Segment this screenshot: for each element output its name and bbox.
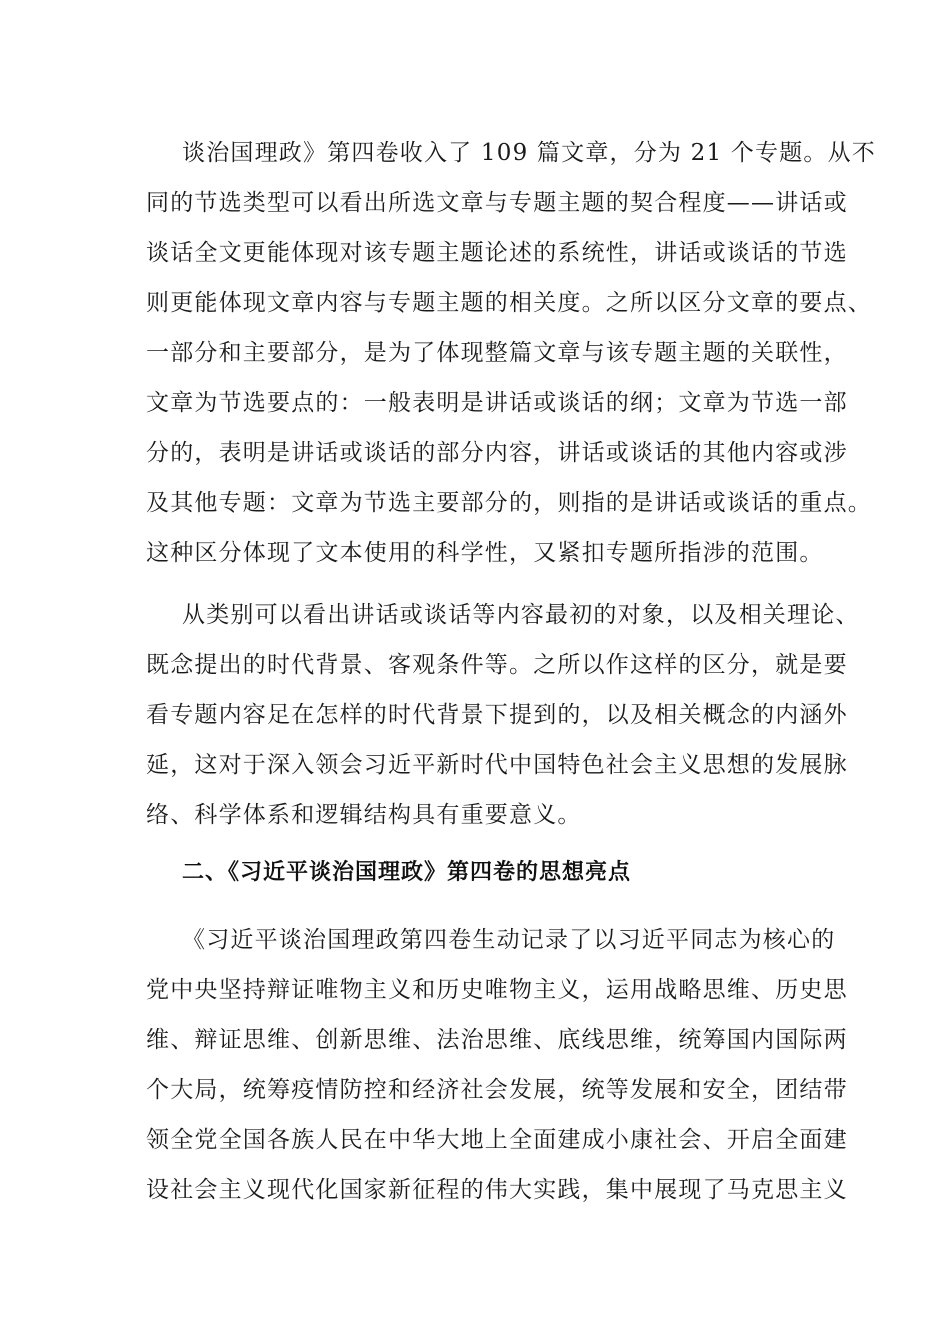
paragraph-line: 分的，表明是讲话或谈话的部分内容，讲话或谈话的其他内容或涉	[146, 440, 848, 466]
paragraph-line: 这种区分体现了文本使用的科学性，又紧扣专题所指涉的范围。	[146, 540, 824, 566]
paragraph-line: 领全党全国各族人民在中华大地上全面建成小康社会、开启全面建	[146, 1127, 848, 1153]
paragraph-1	[146, 128, 877, 578]
paragraph-line: 个大局，统筹疫情防控和经济社会发展，统等发展和安全，团结带	[146, 1077, 848, 1103]
paragraph-line: 党中央坚持辩证唯物主义和历史唯物主义，运用战略思维、历史思	[146, 977, 848, 1003]
paragraph-line: 维、辩证思维、创新思维、法治思维、底线思维，统筹国内国际两	[146, 1027, 848, 1053]
paragraph-line: 及其他专题：文章为节选主要部分的，则指的是讲话或谈话的重点。	[146, 490, 872, 516]
paragraph-line: 同的节选类型可以看出所选文章与专题主题的契合程度——讲话或	[146, 190, 848, 216]
paragraph-line: 看专题内容足在怎样的时代背景下提到的，以及相关概念的内涵外	[146, 702, 848, 728]
paragraph-line: 设社会主义现代化国家新征程的伟大实践，集中展现了马克思主义	[146, 1177, 848, 1203]
paragraph-line: 既念提出的时代背景、客观条件等。之所以作这样的区分，就是要	[146, 652, 848, 678]
paragraph-3	[146, 915, 848, 1215]
paragraph-line: 谈治国理政》第四卷收入了 109 篇文章，分为 21 个专题。从不	[182, 140, 877, 166]
paragraph-line: 文章为节选要点的：一般表明是讲话或谈话的纲；文章为节选一部	[146, 390, 848, 416]
paragraph-line: 一部分和主要部分，是为了体现整篇文章与该专题主题的关联性，	[146, 340, 848, 366]
paragraph-line: 则更能体现文章内容与专题主题的相关度。之所以区分文章的要点、	[146, 290, 872, 316]
section-heading: 二、《习近平谈治国理政》第四卷的思想亮点	[182, 860, 632, 885]
paragraph-line: 从类别可以看出讲话或谈话等内容最初的对象，以及相关理论、	[182, 602, 860, 628]
paragraph-line: 《习近平谈治国理政第四卷生动记录了以习近平同志为核心的	[182, 927, 836, 953]
paragraph-line: 络、科学体系和逻辑结构具有重要意义。	[146, 802, 582, 828]
paragraph-2	[146, 590, 860, 840]
paragraph-line: 谈话全文更能体现对该专题主题论述的系统性，讲话或谈话的节选	[146, 240, 848, 266]
paragraph-line: 延，这对于深入领会习近平新时代中国特色社会主义思想的发展脉	[146, 752, 848, 778]
